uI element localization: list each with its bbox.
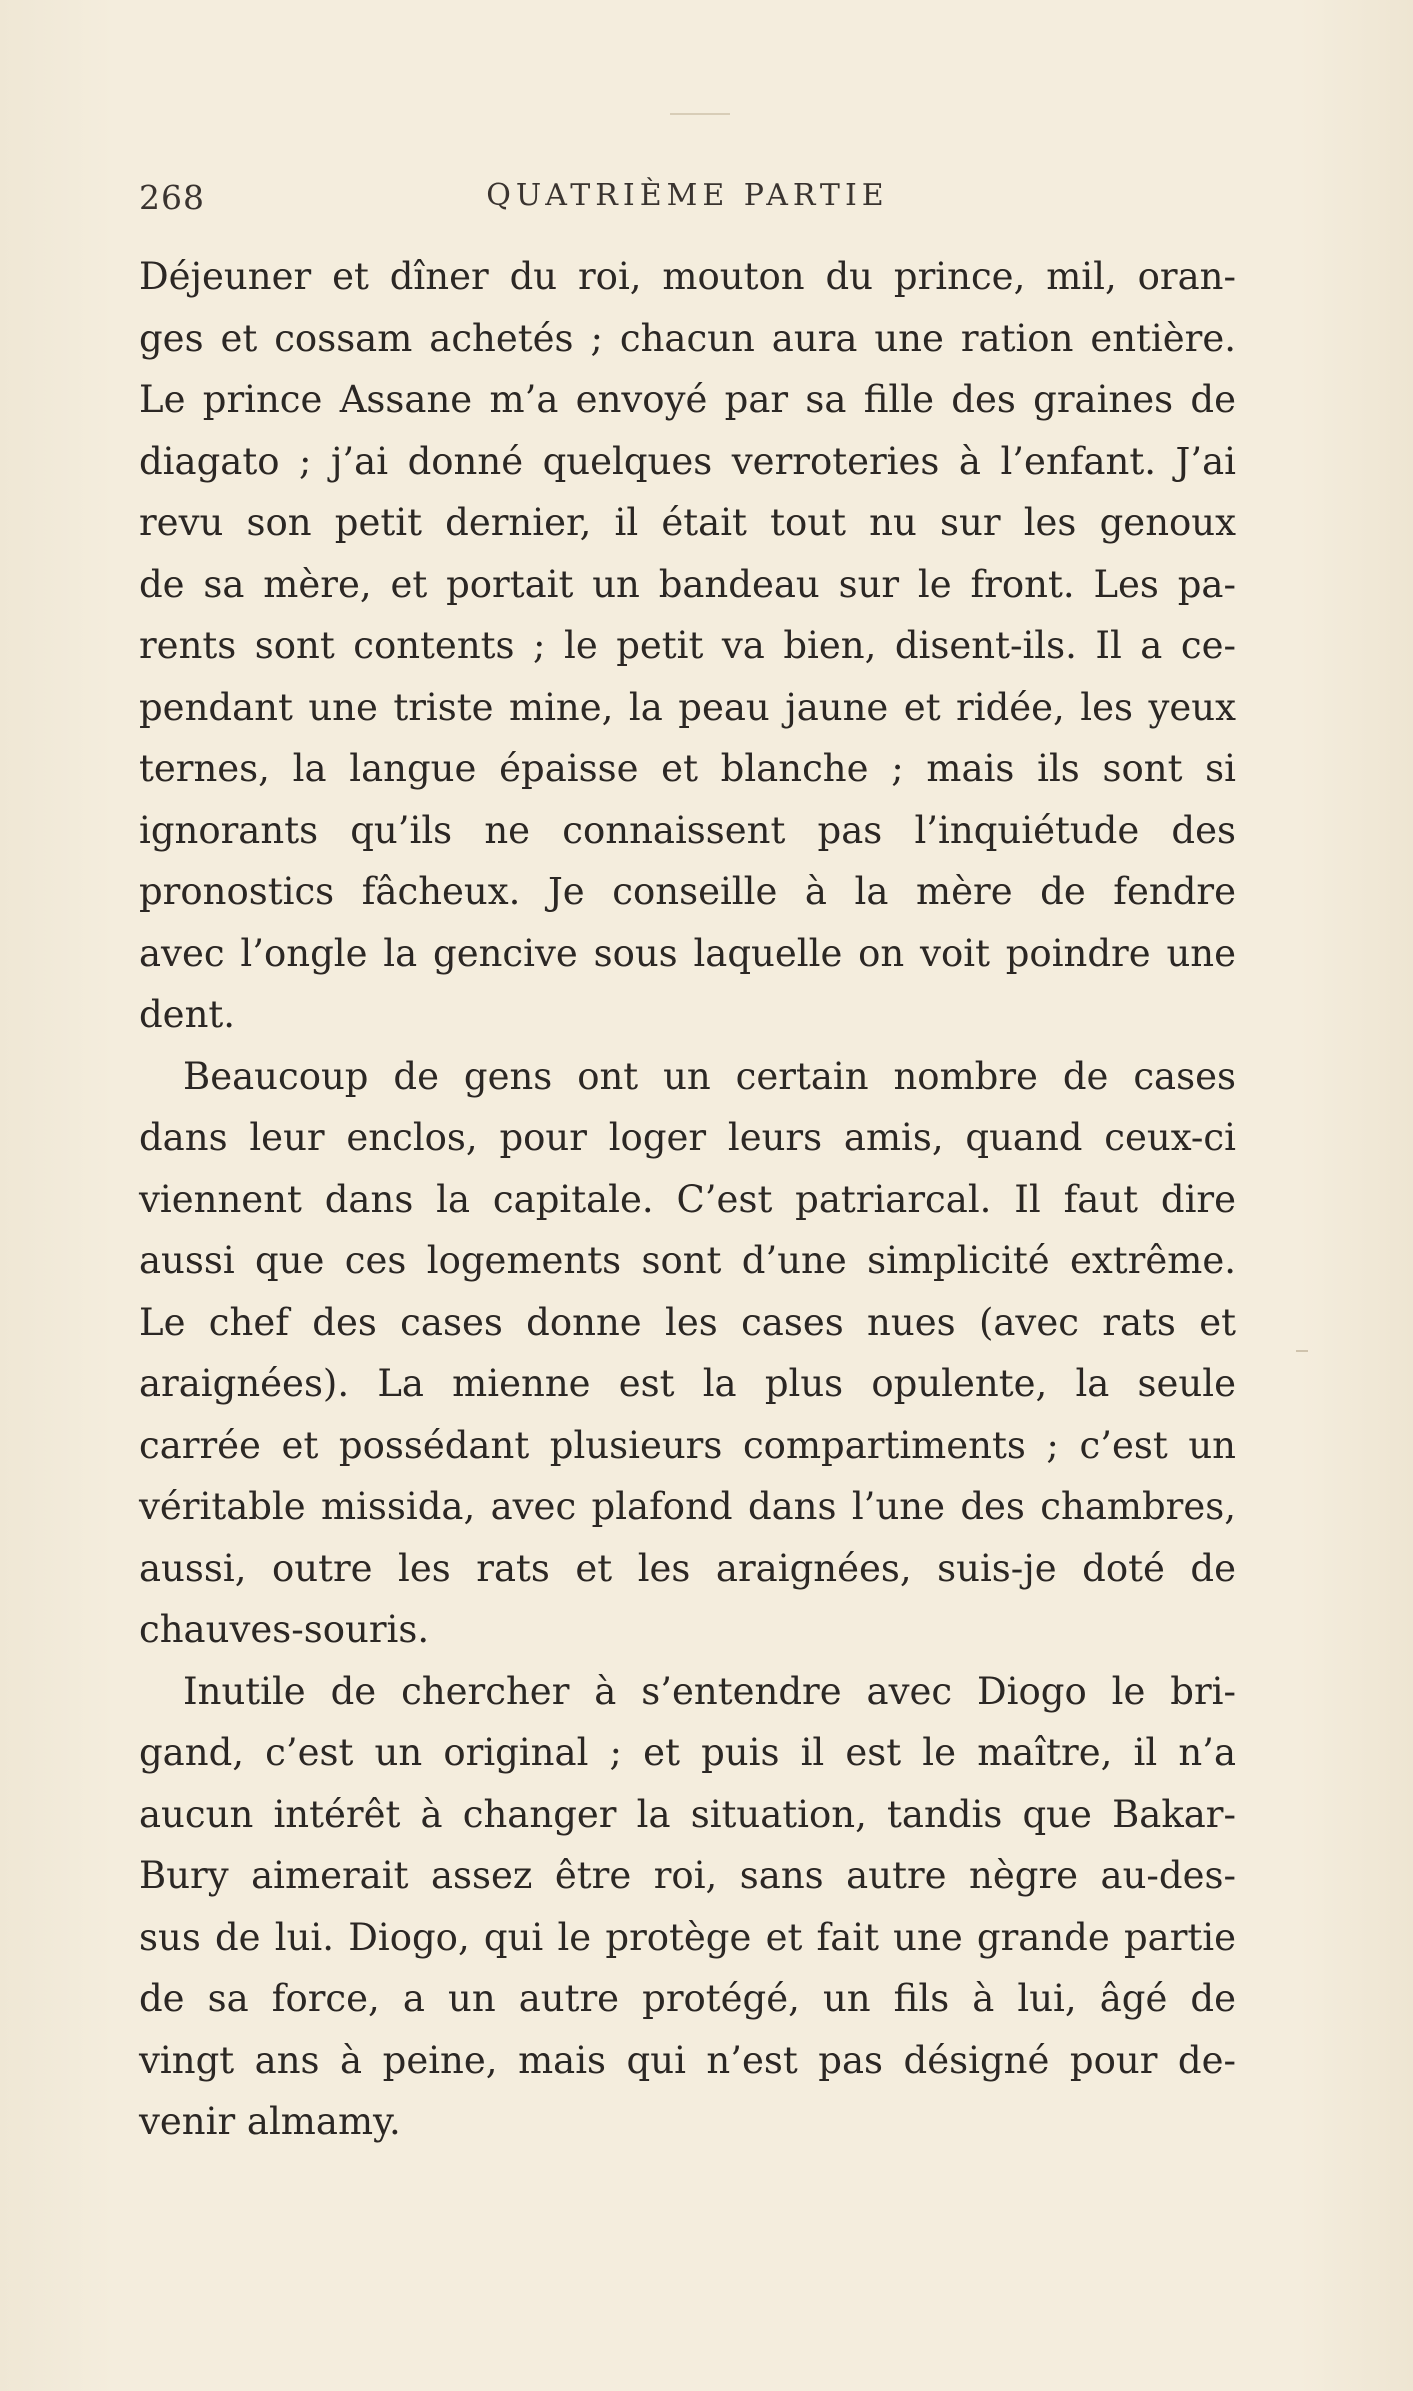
text-line: Déjeuner et dîner du roi, mouton du prince, mil, oran- [139,255,1236,298]
page-number: 268 [139,178,205,217]
text-line: viennent dans la capitale. C’est patriarcal. Il faut dire [139,1177,1236,1221]
text-line: ges et cossam achetés ; chacun aura une ration entière. [139,316,1236,360]
text-line: aussi que ces logements sont d’une simplicité extrême. [139,1239,1236,1282]
text-line: de sa mère, et portait un bandeau sur le front. Les pa- [139,562,1236,606]
text-line: Bury aimerait assez être roi, sans autre nègre au-des- [139,1854,1236,1897]
text-line: carrée et possédant plusieurs compartiments ; c’est un [139,1423,1236,1467]
text-line: chauves-souris. [139,1608,430,1651]
text-line: Inutile de chercher à s’entendre avec Diogo le bri- [183,1669,1236,1713]
text-line: Beaucoup de gens ont un certain nombre de cases [183,1054,1236,1098]
text-line: revu son petit dernier, il était tout nu sur les genoux [139,501,1236,544]
text-line: vingt ans à peine, mais qui n’est pas désigné pour de- [139,2038,1236,2082]
body-text [139,246,1236,2153]
page-mark-top [670,113,730,115]
text-line: avec l’ongle la gencive sous laquelle on voit poindre une [139,931,1236,975]
page-mark-side [1296,1350,1308,1352]
text-line: dans leur enclos, pour loger leurs amis, quand ceux-ci [139,1116,1236,1159]
text-line: ternes, la langue épaisse et blanche ; mais ils sont si [139,747,1236,790]
paragraph-2 [139,1046,1236,1661]
text-line: de sa force, a un autre protégé, un fils à lui, âgé de [139,1977,1236,2020]
text-line: aussi, outre les rats et les araignées, suis-je doté de [139,1546,1236,1590]
text-line: rents sont contents ; le petit va bien, disent-ils. Il a ce- [139,624,1236,667]
text-line: sus de lui. Diogo, qui le protège et fait une grande partie [139,1915,1236,1959]
text-line: dent. [139,993,236,1036]
text-line: Le prince Assane m’a envoyé par sa fille des graines de [139,378,1236,421]
text-line: Le chef des cases donne les cases nues (avec rats et [139,1300,1236,1344]
text-line: gand, c’est un original ; et puis il est le maître, il n’a [139,1731,1236,1774]
text-line: pendant une triste mine, la peau jaune et ridée, les yeux [139,685,1236,729]
running-title: QUATRIÈME PARTIE [486,178,889,213]
paragraph-1 [139,246,1236,1046]
text-line: véritable missida, avec plafond dans l’une des chambres, [139,1485,1236,1528]
text-line: pronostics fâcheux. Je conseille à la mère de fendre [139,870,1236,913]
text-line: araignées). La mienne est la plus opulente, la seule [139,1362,1236,1405]
text-line: ignorants qu’ils ne connaissent pas l’inquiétude des [139,808,1236,852]
paragraph-3 [139,1661,1236,2153]
text-line: diagato ; j’ai donné quelques verroteries à l’enfant. J’ai [139,439,1236,483]
text-line: aucun intérêt à changer la situation, tandis que Bakar- [139,1792,1236,1836]
text-line: venir almamy. [139,2100,401,2143]
page-header [139,178,1236,224]
